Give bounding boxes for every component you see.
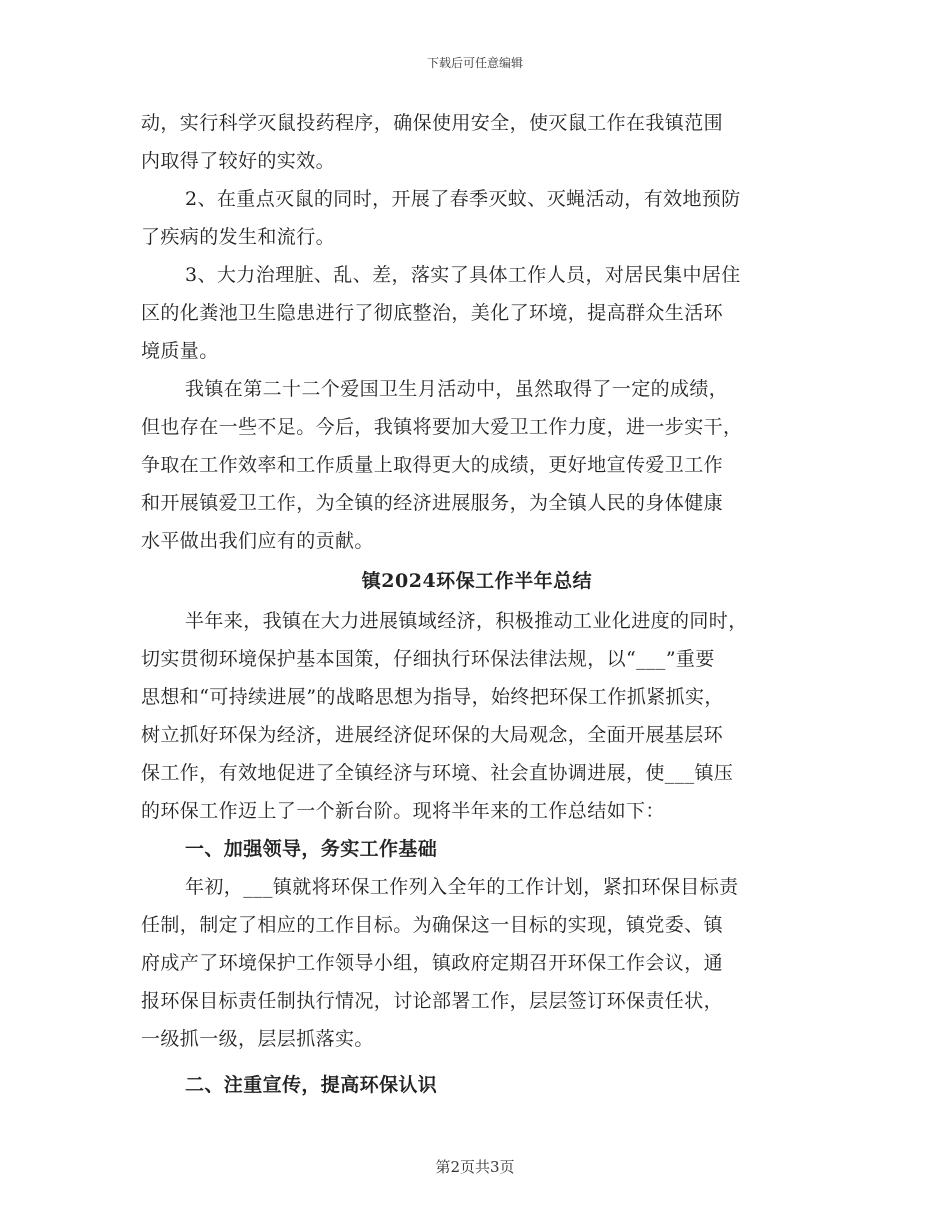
section1-line: 一级抓一级，层层抓落实。 <box>141 1028 374 1050</box>
body-line: 3、大力治理脏、乱、差，落实了具体工作人员，对居民集中居住 <box>185 264 741 286</box>
intro-line: 保工作，有效地促进了全镇经济与环境、社会直协调进展，使___镇压 <box>141 762 734 784</box>
spacer <box>141 1058 813 1066</box>
body-line: 我镇在第二十二个爱国卫生月活动中，虽然取得了一定的成绩， <box>185 378 729 400</box>
document-body <box>141 104 813 1104</box>
section1-line: 年初，___镇就将环保工作列入全年的工作计划，紧扣环保目标责 <box>185 876 739 898</box>
section1-line: 报环保目标责任制执行情况，讨论部署工作，层层签订环保责任状， <box>141 990 724 1012</box>
body-line: 动，实行科学灭鼠投药程序，确保使用安全，使灭鼠工作在我镇范围 <box>141 112 724 134</box>
body-line: 和开展镇爱卫工作，为全镇的经济进展服务，为全镇人民的身体健康 <box>141 492 724 514</box>
section1-line: 任制，制定了相应的工作目标。为确保这一目标的实现，镇党委、镇 <box>141 914 724 936</box>
page-footer: 第2页共3页 <box>435 1158 515 1176</box>
intro-line: 思想和“可持续进展”的战略思想为指导，始终把环保工作抓紧抓实， <box>141 686 724 708</box>
subheading-2: 二、注重宣传，提高环保认识 <box>185 1074 438 1096</box>
intro-line: 切实贯彻环境保护基本国策，仔细执行环保法律法规，以“___”重要 <box>141 648 715 670</box>
body-line: 但也存在一些不足。今后，我镇将要加大爱卫工作力度，进一步实干， <box>141 416 743 438</box>
body-line: 2、在重点灭鼠的同时，开展了春季灭蚊、灭蝇活动，有效地预防 <box>185 188 741 210</box>
body-line: 了疾病的发生和流行。 <box>141 226 336 248</box>
subheading-1: 一、加强领导，务实工作基础 <box>185 838 438 860</box>
body-line: 水平做出我们应有的贡献。 <box>141 530 374 552</box>
page-header: 下载后可任意编辑 <box>426 56 523 70</box>
intro-line: 树立抓好环保为经济，进展经济促环保的大局观念，全面开展基层环 <box>141 724 724 746</box>
intro-line: 半年来，我镇在大力进展镇域经济，积极推动工业化进度的同时， <box>185 610 748 632</box>
body-line: 境质量。 <box>141 340 219 362</box>
body-line: 内取得了较好的实效。 <box>141 150 336 172</box>
body-line: 争取在工作效率和工作质量上取得更大的成绩，更好地宣传爱卫工作 <box>141 454 724 476</box>
body-line: 区的化粪池卫生隐患进行了彻底整治，美化了环境，提高群众生活环 <box>141 302 724 324</box>
intro-line: 的环保工作迈上了一个新台阶。现将半年来的工作总结如下： <box>141 800 665 822</box>
section1-line: 府成产了环境保护工作领导小组，镇政府定期召开环保工作会议，通 <box>141 952 724 974</box>
section-title: 镇2024环保工作半年总结 <box>361 570 593 592</box>
